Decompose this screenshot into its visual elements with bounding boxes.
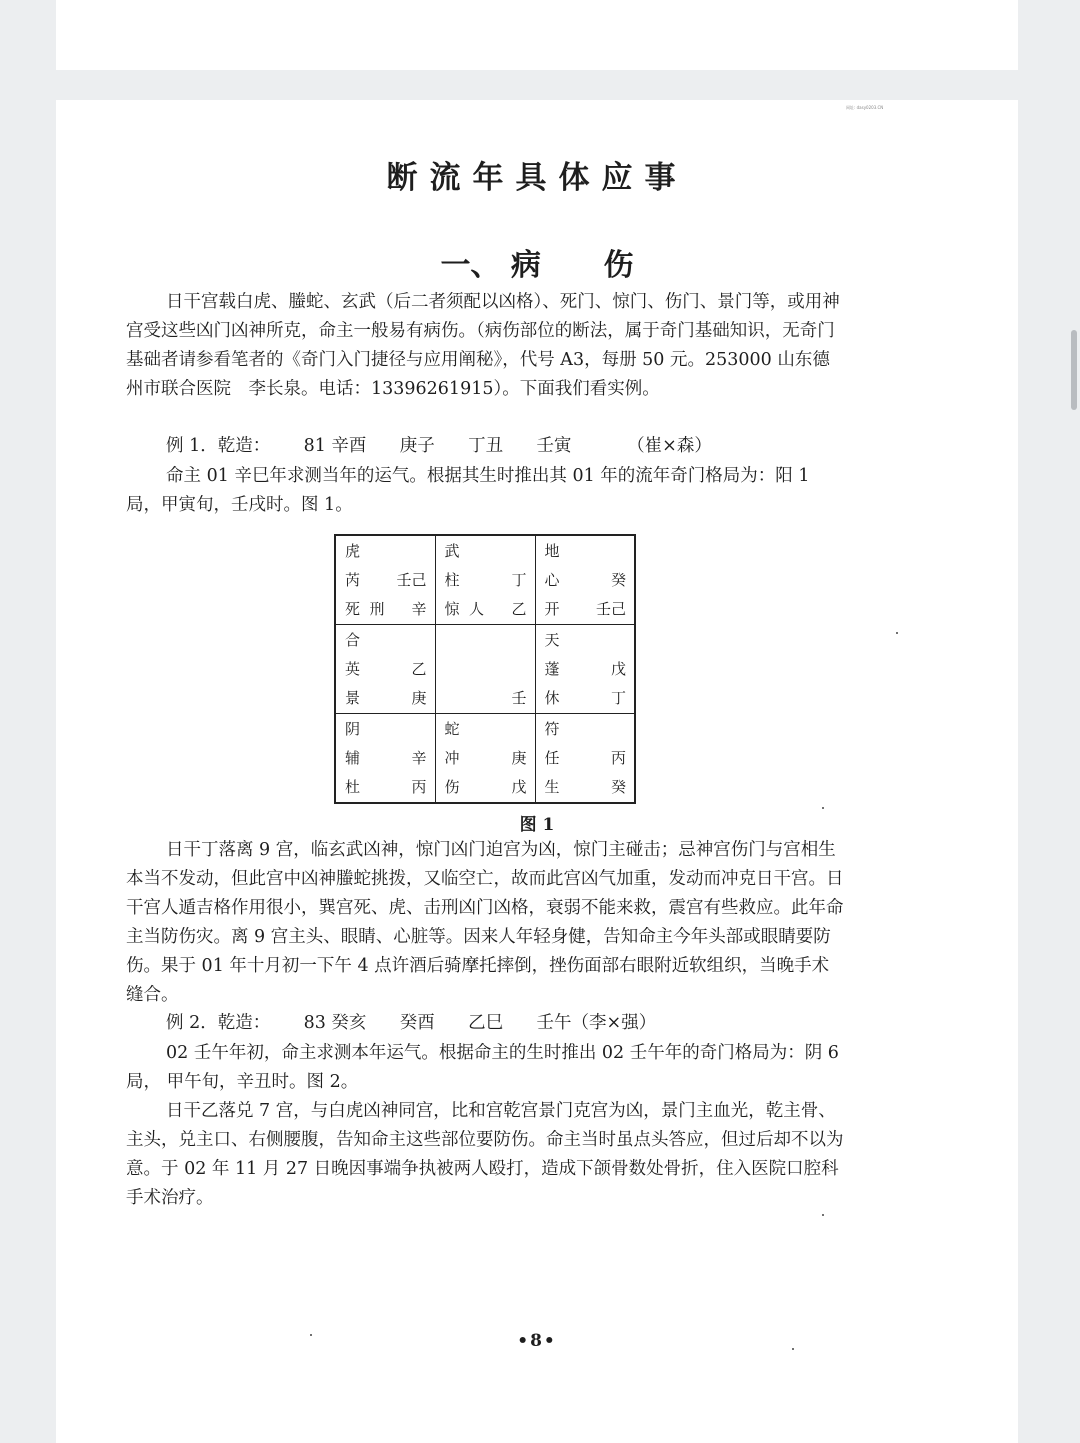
palace-cell-center: 壬	[435, 625, 535, 714]
watermark: 网址: dasy0203.CN	[846, 105, 884, 110]
page-number: •8•	[517, 1331, 557, 1351]
palace-cell: 蛇 冲 庚 伤 戊	[435, 714, 535, 804]
figure-caption: 图 1	[519, 815, 555, 835]
palace-cell: 符 任 丙 生 癸	[535, 714, 635, 804]
example-1-paragraph: 命主 01 辛巳年求测当年的运气。根据其生时推出其 01 年的流年奇门格局为：阳 1 局，甲寅旬，壬戌时。图 1。	[126, 466, 810, 515]
palace-cell: 虎 芮 壬己 死 刑 辛	[335, 535, 435, 625]
section-heading: 一、 病 伤	[440, 248, 634, 283]
example-2-header: 例 2．乾造： 83 癸亥 癸酉 乙巳 壬午（李×强）	[166, 1013, 657, 1033]
example-1-header: 例 1．乾造： 81 辛酉 庚子 丁丑 壬寅 （崔×森）	[166, 436, 712, 456]
palace-cell: 阴 辅 辛 杜 丙	[335, 714, 435, 804]
page-title: 断流年具体应事	[386, 160, 688, 196]
palace-cell: 合 英 乙 景 庚	[335, 625, 435, 714]
previous-page-bottom	[56, 0, 1018, 70]
chart-row-top	[335, 535, 635, 625]
palace-cell: 地 心 癸 开 壬己	[535, 535, 635, 625]
scrollbar-thumb[interactable]	[1071, 330, 1077, 410]
document-page	[56, 100, 1018, 1443]
example-2-paragraph: 02 壬午年初，命主求测本年运气。根据命主的生时推出 02 壬午年的奇门格局为：阴 6 局， 甲午旬，辛丑时。图 2。	[126, 1043, 839, 1092]
scan-speck	[822, 1214, 824, 1216]
palace-cell: 武 柱 丁 惊 人 乙	[435, 535, 535, 625]
scan-speck	[792, 1348, 794, 1350]
intro-paragraph: 日干宫载白虎、螣蛇、玄武（后二者须配以凶格）、死门、惊门、伤门、景门等，或用神宫受这些凶门凶神所克，命主一般易有病伤。（病伤部位的断法，属于奇门基础知识，无奇门基础者请参看笔者的《奇门入门捷径与应用阐秘》，代号 A3，每册 50 元。253000 山东德州市联合医院 李长泉。电话：13396261915）。下面我们看实例。	[126, 292, 840, 399]
palace-cell: 天 蓬 戊 休 丁	[535, 625, 635, 714]
scan-speck	[822, 807, 824, 809]
qimen-chart-figure-1	[334, 534, 636, 804]
chart-row-bottom	[335, 714, 635, 804]
scan-speck	[310, 1334, 312, 1336]
chart-row-middle	[335, 625, 635, 714]
analysis-paragraph-1: 日干丁落离 9 宫，临玄武凶神，惊门凶门迫宫为凶，惊门主碰击；忌神宫伤门与宫相生本当不发动，但此宫中凶神螣蛇挑拨，又临空亡，故而此宫凶气加重，发动而冲克日干宫。日干宫人遁吉格作用很小，巽宫死、虎、击刑凶门凶格，衰弱不能来救，震宫有些救应。此年命主当防伤灾。离 9 宫主头、眼睛、心脏等。因来人年轻身健，告知命主今年头部或眼睛要防伤。果于 01 年十月初一下午 4 点许酒后骑摩托摔倒，挫伤面部右眼附近软组织，当晚手术缝合。	[126, 840, 844, 1005]
scan-speck	[896, 632, 898, 634]
analysis-paragraph-2: 日干乙落兑 7 宫，与白虎凶神同宫，比和宫乾宫景门克宫为凶，景门主血光，乾主骨、主头，兑主口、右侧腰腹，告知命主这些部位要防伤。命主当时虽点头答应，但过后却不以为意。于 02 年 11 月 27 日晚因事端争执被两人殴打，造成下颌骨数处骨折，住入医院口腔科手术治疗。	[126, 1101, 844, 1208]
